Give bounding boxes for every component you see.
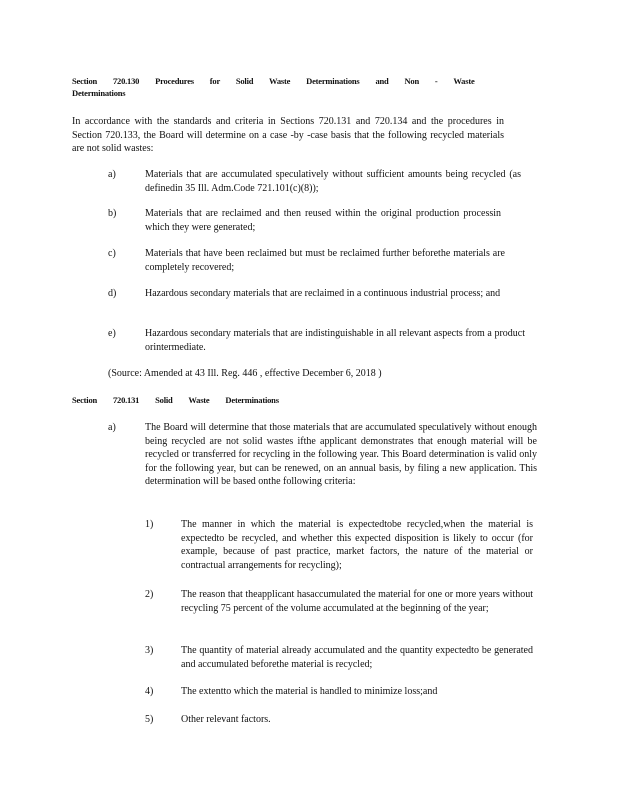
item-text: The Board will determine that those materials that are accumulated speculatively without enough being recycled are not solid wastes ifthe applicant demonstrates that enough material will be recycled or transferred for recycling in the following year. This Board determination is valid only for the following year, but can be renewed, on an annual basis, by filing a new application. This determination will be based onthe following criteria: xyxy=(145,422,537,487)
section-720-130-heading-line1: Section 720.130 Procedures for Solid Waste Determinations and Non - Waste xyxy=(72,76,475,86)
criteria-text: The quantity of material already accumulated and the quantity expectedto be generated and accumulated beforethe material is recycled; xyxy=(181,645,533,670)
section-720-131-heading: Section 720.131 Solid Waste Determinations xyxy=(72,395,279,405)
criteria-label: 1) xyxy=(145,519,154,530)
criteria-label: 2) xyxy=(145,589,154,600)
item-label: b) xyxy=(108,208,117,219)
criteria-label: 4) xyxy=(145,686,154,697)
criteria-text: The extentto which the material is handled to minimize loss;and xyxy=(181,686,438,697)
criteria-label: 5) xyxy=(145,714,154,725)
item-label: a) xyxy=(108,169,116,180)
item-text: Materials that have been reclaimed but must be reclaimed further beforethe materials are completely recovered; xyxy=(145,248,505,273)
criteria-text: The manner in which the material is expectedtobe recycled,when the material is expectedto be recycled, and whether this expected disposition is likely to occur (for example, because of past practice, market factors, the nature of the material or contractual arrangements for recycling); xyxy=(181,519,533,571)
section-720-130-intro: In accordance with the standards and criteria in Sections 720.131 and 720.134 and the procedures in Section 720.133, the Board will determine on a case -by -case basis that the following recycled materials are not solid wastes: xyxy=(72,116,504,154)
section-720-130-heading xyxy=(72,75,542,99)
item-label: a) xyxy=(108,422,116,433)
criteria-label: 3) xyxy=(145,645,154,656)
criteria-text: Other relevant factors. xyxy=(181,714,271,725)
criteria-text: The reason that theapplicant hasaccumulated the material for one or more years without recycling 75 percent of the volume accumulated at the beginning of the year; xyxy=(181,589,533,614)
item-label: c) xyxy=(108,248,116,259)
item-label: e) xyxy=(108,328,116,339)
source-note: (Source: Amended at 43 Ill. Reg. 446 , effective December 6, 2018 ) xyxy=(108,368,382,379)
item-text: Materials that are reclaimed and then reused within the original production processin which they were generated; xyxy=(145,208,501,233)
item-text: Hazardous secondary materials that are reclaimed in a continuous industrial process; and xyxy=(145,288,501,299)
item-label: d) xyxy=(108,288,117,299)
item-text: Materials that are accumulated speculatively without sufficient amounts being recycled (as definedin 35 Ill. Adm.Code 721.101(c)(8)); xyxy=(145,169,521,194)
section-720-130-heading-line2: Determinations xyxy=(72,88,126,98)
item-text: Hazardous secondary materials that are indistinguishable in all relevant aspects from a product orintermediate. xyxy=(145,328,525,353)
